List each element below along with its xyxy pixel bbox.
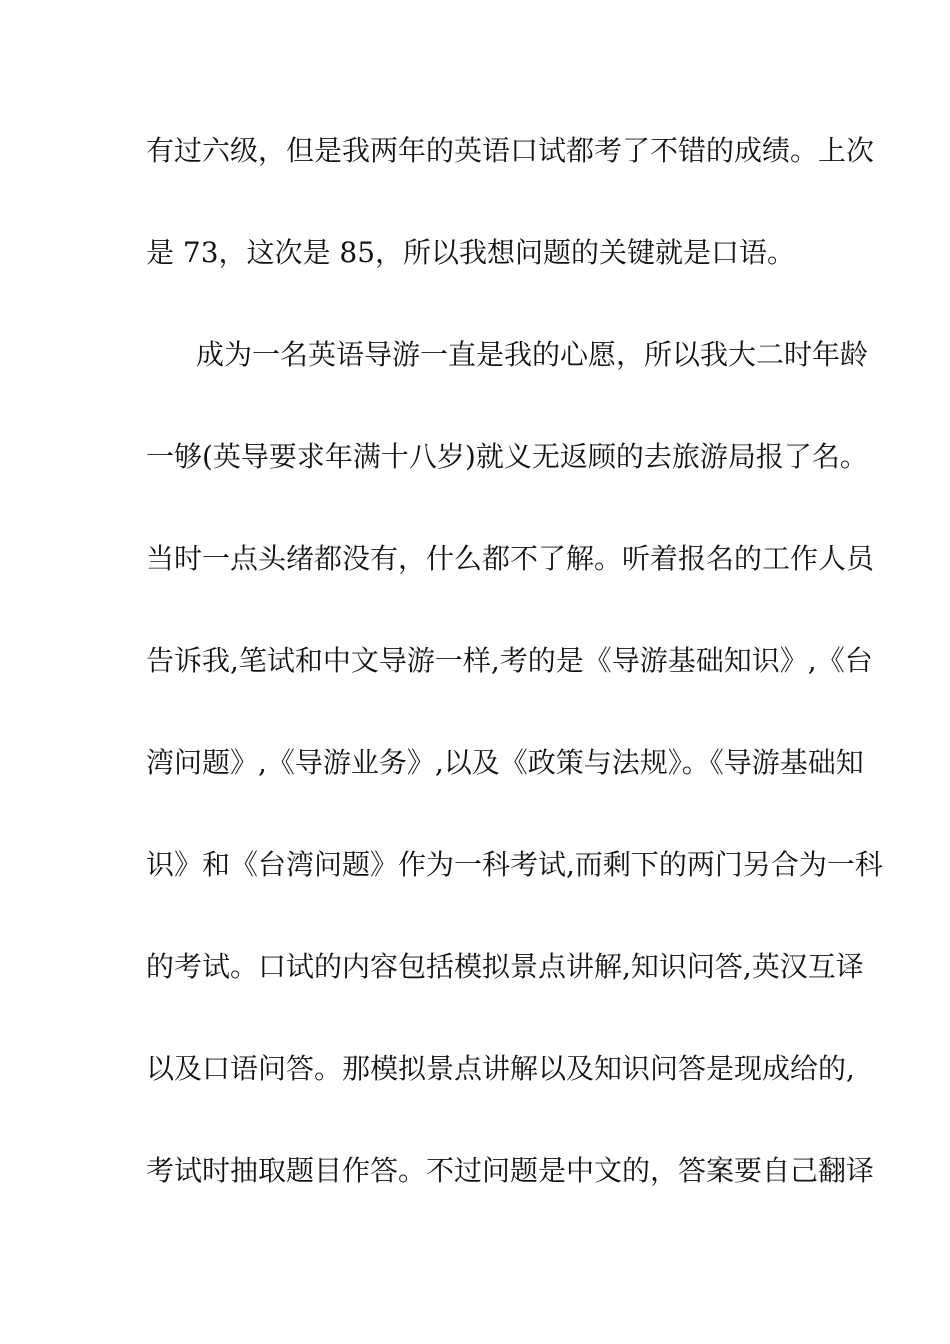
text-line-1: 有过六级，但是我两年的英语口试都考了不错的成绩。上次 [146,134,875,167]
text-line-3: 成为一名英语导游一直是我的心愿，所以我大二时年龄 [196,338,869,371]
text-line-10: 以及口语问答。那模拟景点讲解以及知识问答是现成给的, [146,1052,855,1085]
text-line-8: 识》和《台湾问题》作为一科考试,而剩下的两门另合为一科 [146,848,883,881]
text-line-11: 考试时抽取题目作答。不过问题是中文的，答案要自己翻译 [146,1154,875,1187]
text-line-6: 告诉我,笔试和中文导游一样,考的是《导游基础知识》,《台 [146,644,873,677]
text-line-4: 一够(英导要求年满十八岁)就义无返顾的去旅游局报了名。 [146,440,868,473]
text-line-5: 当时一点头绪都没有，什么都不了解。听着报名的工作人员 [146,542,875,575]
text-line-7: 湾问题》,《导游业务》,以及《政策与法规》。《导游基础知 [146,746,864,779]
text-line-9: 的考试。口试的内容包括模拟景点讲解,知识问答,英汉互译 [146,950,864,983]
body-text [146,128,883,1250]
text-line-2: 是 73，这次是 85，所以我想问题的关键就是口语。 [146,236,796,269]
